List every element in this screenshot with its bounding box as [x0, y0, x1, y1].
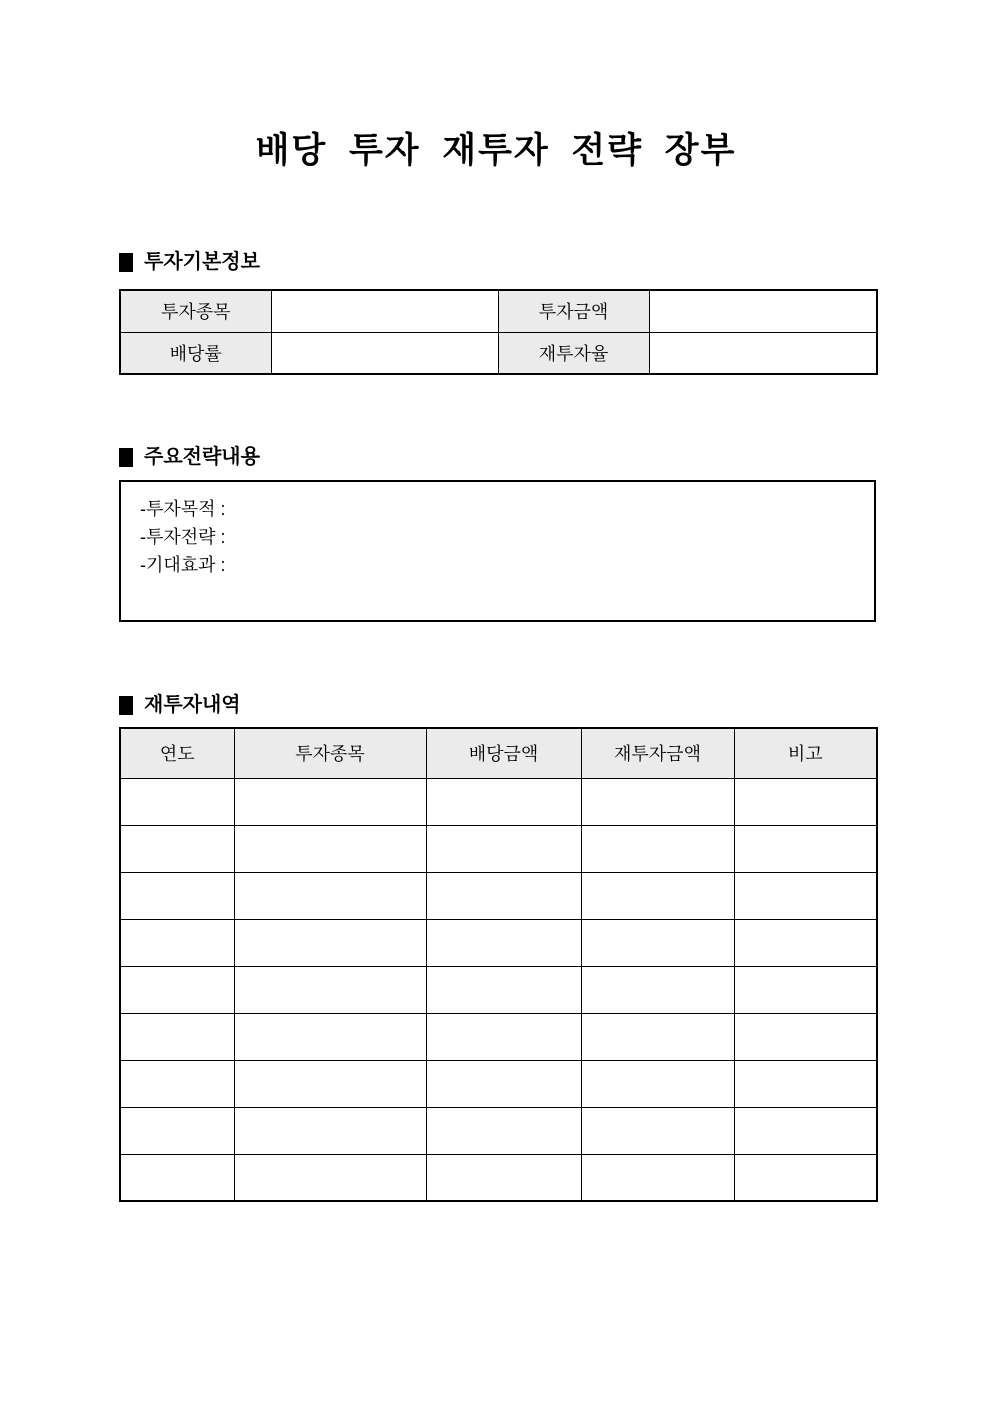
reinvestment-row	[120, 919, 877, 966]
reinvestment-cell[interactable]	[234, 1107, 426, 1154]
reinvestment-cell[interactable]	[426, 1107, 581, 1154]
reinvestment-cell[interactable]	[120, 1060, 234, 1107]
reinvestment-cell[interactable]	[120, 1154, 234, 1201]
section-heading-reinvestment-label: 재투자내역	[144, 694, 241, 716]
reinvestment-row	[120, 778, 877, 825]
reinvestment-cell[interactable]	[120, 1107, 234, 1154]
reinvestment-cell[interactable]	[734, 825, 877, 872]
reinvestment-cell[interactable]	[581, 825, 734, 872]
reinvestment-cell[interactable]	[734, 966, 877, 1013]
section-heading-strategy	[119, 446, 260, 468]
reinvestment-cell[interactable]	[426, 825, 581, 872]
basic-info-row	[120, 290, 877, 332]
reinvestment-cell[interactable]	[734, 778, 877, 825]
document-title: 배당 투자 재투자 전략 장부	[255, 131, 737, 170]
reinvestment-cell[interactable]	[426, 778, 581, 825]
reinvestment-cell[interactable]	[734, 1107, 877, 1154]
reinvestment-cell[interactable]	[581, 1107, 734, 1154]
reinvestment-cell[interactable]	[234, 919, 426, 966]
field-value-reinvest-rate[interactable]	[649, 332, 877, 374]
section-bullet-icon	[119, 696, 133, 715]
reinvestment-cell[interactable]	[234, 825, 426, 872]
reinvestment-cell[interactable]	[734, 1060, 877, 1107]
reinvestment-cell[interactable]	[120, 825, 234, 872]
reinvestment-header-row	[120, 728, 877, 778]
field-value-dividend-rate[interactable]	[271, 332, 498, 374]
reinvestment-cell[interactable]	[581, 1013, 734, 1060]
reinvestment-row	[120, 966, 877, 1013]
reinvestment-row	[120, 825, 877, 872]
reinvestment-cell[interactable]	[120, 919, 234, 966]
reinvestment-cell[interactable]	[120, 1013, 234, 1060]
field-label-reinvest-rate: 재투자율	[498, 332, 649, 374]
column-header-year: 연도	[120, 728, 234, 778]
reinvestment-cell[interactable]	[426, 872, 581, 919]
section-bullet-icon	[119, 448, 133, 467]
reinvestment-cell[interactable]	[426, 1013, 581, 1060]
reinvestment-cell[interactable]	[734, 1154, 877, 1201]
reinvestment-cell[interactable]	[734, 1013, 877, 1060]
reinvestment-cell[interactable]	[734, 919, 877, 966]
reinvestment-cell[interactable]	[234, 1013, 426, 1060]
reinvestment-cell[interactable]	[120, 966, 234, 1013]
reinvestment-cell[interactable]	[581, 872, 734, 919]
section-heading-strategy-label: 주요전략내용	[144, 446, 260, 468]
strategy-content-box[interactable]	[119, 480, 876, 622]
reinvestment-cell[interactable]	[581, 966, 734, 1013]
reinvestment-cell[interactable]	[234, 966, 426, 1013]
section-bullet-icon	[119, 253, 133, 272]
column-header-invest-item: 투자종목	[234, 728, 426, 778]
strategy-line-strategy: -투자전략 :	[140, 527, 226, 547]
reinvestment-cell[interactable]	[234, 1060, 426, 1107]
strategy-line-purpose: -투자목적 :	[140, 499, 226, 519]
section-heading-reinvestment	[119, 694, 241, 716]
reinvestment-cell[interactable]	[120, 872, 234, 919]
reinvestment-cell[interactable]	[581, 1060, 734, 1107]
field-label-invest-amount: 투자금액	[498, 290, 649, 332]
reinvestment-cell[interactable]	[426, 1154, 581, 1201]
basic-info-row	[120, 332, 877, 374]
reinvestment-cell[interactable]	[581, 919, 734, 966]
column-header-note: 비고	[734, 728, 877, 778]
reinvestment-row	[120, 1060, 877, 1107]
field-label-invest-item: 투자종목	[120, 290, 271, 332]
reinvestment-row	[120, 1107, 877, 1154]
reinvestment-table	[119, 727, 878, 1202]
reinvestment-cell[interactable]	[426, 919, 581, 966]
field-label-dividend-rate: 배당률	[120, 332, 271, 374]
reinvestment-cell[interactable]	[426, 1060, 581, 1107]
reinvestment-cell[interactable]	[581, 1154, 734, 1201]
reinvestment-cell[interactable]	[234, 1154, 426, 1201]
reinvestment-cell[interactable]	[734, 872, 877, 919]
column-header-reinvest-amount: 재투자금액	[581, 728, 734, 778]
section-heading-basic-info-label: 투자기본정보	[144, 251, 260, 273]
reinvestment-cell[interactable]	[234, 872, 426, 919]
reinvestment-cell[interactable]	[120, 778, 234, 825]
reinvestment-row	[120, 1013, 877, 1060]
basic-info-table	[119, 289, 878, 375]
column-header-dividend-amount: 배당금액	[426, 728, 581, 778]
strategy-line-expected-effect: -기대효과 :	[140, 555, 226, 575]
reinvestment-cell[interactable]	[426, 966, 581, 1013]
section-heading-basic-info	[119, 251, 260, 273]
reinvestment-row	[120, 1154, 877, 1201]
field-value-invest-amount[interactable]	[649, 290, 877, 332]
reinvestment-cell[interactable]	[581, 778, 734, 825]
field-value-invest-item[interactable]	[271, 290, 498, 332]
reinvestment-row	[120, 872, 877, 919]
reinvestment-cell[interactable]	[234, 778, 426, 825]
